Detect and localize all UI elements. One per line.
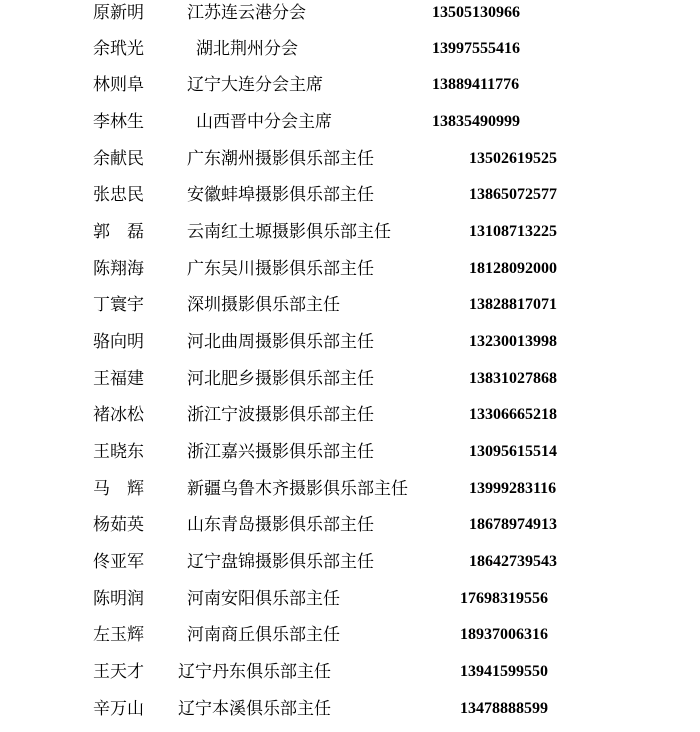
contact-row: [0, 439, 700, 475]
contact-row: [0, 329, 700, 365]
contact-phone: 17698319556: [460, 590, 548, 607]
contact-phone: 13999283116: [469, 480, 557, 497]
contact-phone: 13505130966: [432, 4, 520, 21]
contact-name: 郭 磊: [93, 222, 144, 242]
contact-title: 河南商丘俱乐部主任: [187, 625, 340, 645]
contact-row: [0, 512, 700, 548]
contact-phone: 18678974913: [469, 516, 557, 533]
contact-phone: 13306665218: [469, 406, 557, 423]
contact-row: [0, 292, 700, 328]
contact-row: [0, 0, 700, 36]
contact-phone: 13108713225: [469, 223, 557, 240]
contact-name: 余献民: [93, 149, 144, 169]
contact-name: 骆向明: [93, 332, 144, 352]
contact-title: 广东潮州摄影俱乐部主任: [187, 149, 374, 169]
contact-name: 陈明润: [93, 589, 144, 609]
contact-title: 河北曲周摄影俱乐部主任: [187, 332, 374, 352]
contact-title: 山东青岛摄影俱乐部主任: [187, 515, 374, 535]
contact-phone: 18642739543: [469, 553, 557, 570]
contact-phone: 13997555416: [432, 40, 520, 57]
contact-phone: 13835490999: [432, 113, 520, 130]
contact-row: [0, 476, 700, 512]
contact-name: 原新明: [93, 3, 144, 23]
contact-row: [0, 182, 700, 218]
contact-title: 辽宁丹东俱乐部主任: [178, 662, 331, 682]
contact-name: 马 辉: [93, 479, 144, 499]
contact-name: 辛万山: [93, 699, 144, 719]
contact-title: 辽宁盘锦摄影俱乐部主任: [187, 552, 374, 572]
contact-title: 山西晋中分会主席: [196, 112, 332, 132]
contact-name: 褚冰松: [93, 405, 144, 425]
contact-phone: 13502619525: [469, 150, 557, 167]
contact-row: [0, 586, 700, 622]
contact-name: 王晓东: [93, 442, 144, 462]
contact-name: 陈翔海: [93, 259, 144, 279]
contact-phone: 18128092000: [469, 260, 557, 277]
contact-row: [0, 219, 700, 255]
contact-row: [0, 72, 700, 108]
contact-title: 浙江嘉兴摄影俱乐部主任: [187, 442, 374, 462]
contact-row: [0, 659, 700, 695]
contact-name: 林则阜: [93, 75, 144, 95]
contact-row: [0, 256, 700, 292]
contact-phone: 13865072577: [469, 186, 557, 203]
contact-name: 杨茹英: [93, 515, 144, 535]
contact-row: [0, 622, 700, 658]
contact-name: 李林生: [93, 112, 144, 132]
contact-title: 新疆乌鲁木齐摄影俱乐部主任: [187, 479, 408, 499]
contact-name: 余玳光: [93, 39, 144, 59]
contact-phone: 13889411776: [432, 76, 520, 93]
contact-phone: 13941599550: [460, 663, 548, 680]
contact-title: 河北肥乡摄影俱乐部主任: [187, 369, 374, 389]
contact-title: 河南安阳俱乐部主任: [187, 589, 340, 609]
contact-name: 王天才: [93, 662, 144, 682]
contact-title: 辽宁本溪俱乐部主任: [178, 699, 331, 719]
contact-row: [0, 402, 700, 438]
contact-name: 张忠民: [93, 185, 144, 205]
contact-title: 辽宁大连分会主席: [187, 75, 323, 95]
contact-row: [0, 36, 700, 72]
contact-phone: 13478888599: [460, 700, 548, 717]
contact-name: 王福建: [93, 369, 144, 389]
contact-row: [0, 109, 700, 145]
contact-row: [0, 549, 700, 585]
contact-title: 云南红土塬摄影俱乐部主任: [187, 222, 391, 242]
contact-name: 佟亚军: [93, 552, 144, 572]
contact-title: 湖北荆州分会: [196, 39, 298, 59]
contact-row: [0, 146, 700, 182]
contact-name: 丁寰宇: [93, 295, 144, 315]
contact-name: 左玉辉: [93, 625, 144, 645]
contact-phone: 13230013998: [469, 333, 557, 350]
contact-phone: 18937006316: [460, 626, 548, 643]
contact-phone: 13095615514: [469, 443, 557, 460]
contact-title: 安徽蚌埠摄影俱乐部主任: [187, 185, 374, 205]
contact-phone: 13831027868: [469, 370, 557, 387]
contact-title: 江苏连云港分会: [187, 3, 306, 23]
contact-title: 广东吴川摄影俱乐部主任: [187, 259, 374, 279]
contact-title: 深圳摄影俱乐部主任: [187, 295, 340, 315]
contact-row: [0, 696, 700, 732]
contact-phone: 13828817071: [469, 296, 557, 313]
contact-title: 浙江宁波摄影俱乐部主任: [187, 405, 374, 425]
contact-row: [0, 366, 700, 402]
